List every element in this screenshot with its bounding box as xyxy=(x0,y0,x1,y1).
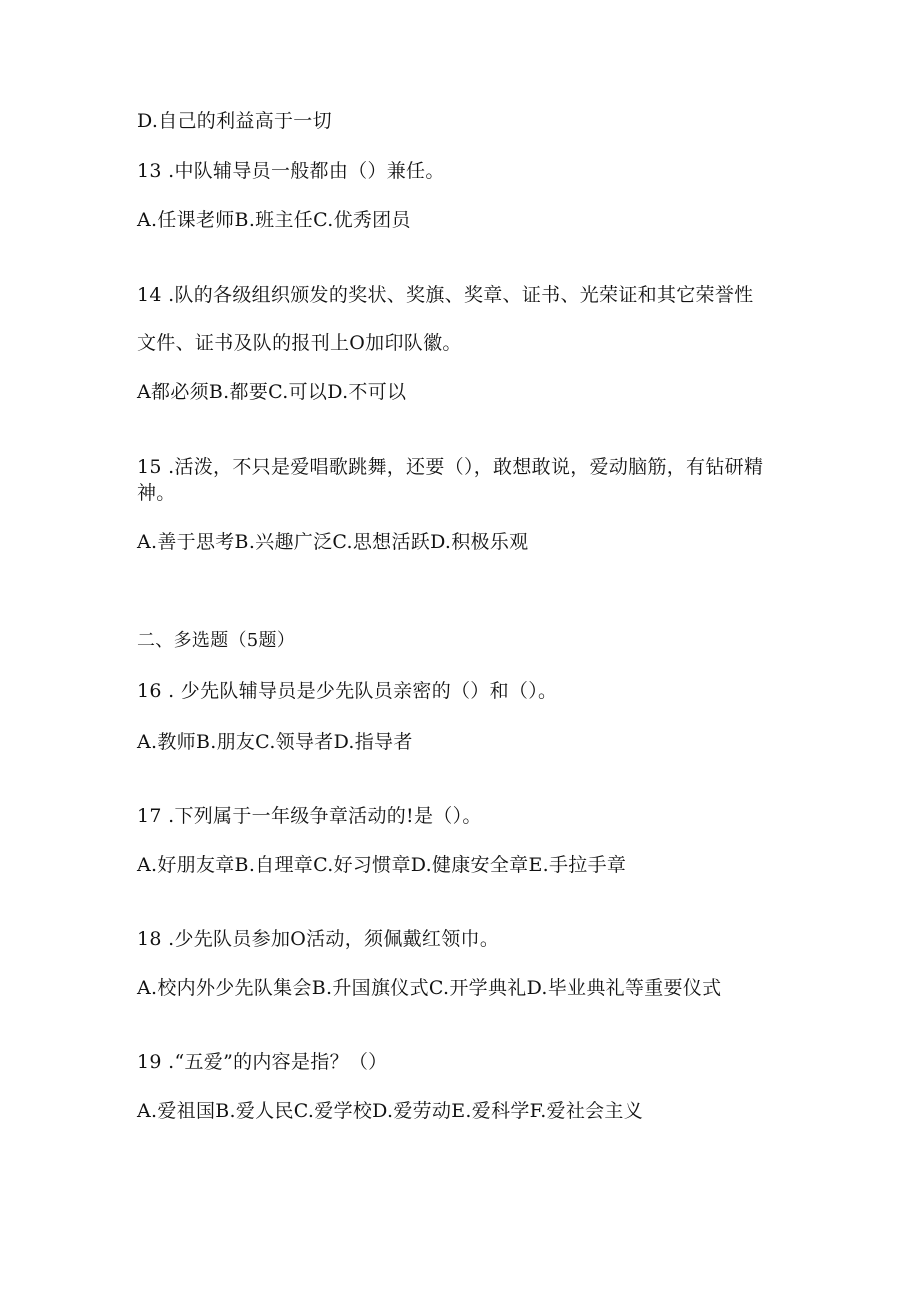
q15-options: A.善于思考B.兴趣广泛C.思想活跃D.积极乐观 xyxy=(137,531,529,553)
q18-options: A.校内外少先队集会B.升国旗仪式C.开学典礼D.毕业典礼等重要仪式 xyxy=(137,977,722,999)
q19-options: A.爱祖国B.爱人民C.爱学校D.爱劳动E.爱科学F.爱社会主义 xyxy=(137,1100,644,1122)
q15-stem: 15 .活泼，不只是爱唱歌跳舞，还要（），敢想敢说，爱动脑筋，有钻研精神。 xyxy=(137,456,764,504)
q16-options: A.教师B.朋友C.领导者D.指导者 xyxy=(137,731,413,753)
q18-stem: 18 .少先队员参加O活动，须佩戴红领巾。 xyxy=(137,928,500,950)
q16-stem: 16 . 少先队辅导员是少先队员亲密的（）和（）。 xyxy=(137,680,558,702)
q14-options: A都必须B.都要C.可以D.不可以 xyxy=(137,381,407,403)
q13-stem: 13 .中队辅导员一般都由（）兼任。 xyxy=(137,160,445,182)
q14-stem-line2: 文件、证书及队的报刊上O加印队徽。 xyxy=(137,332,462,354)
q13-options: A.任课老师B.班主任C.优秀团员 xyxy=(137,209,411,231)
q14-stem-line1: 14 .队的各级组织颁发的奖状、奖旗、奖章、证书、光荣证和其它荣誉性 xyxy=(137,284,754,306)
q17-options: A.好朋友章B.自理章C.好习惯章D.健康安全章E.手拉手章 xyxy=(137,854,627,876)
q17-stem: 17 .下列属于一年级争章活动的!是（）。 xyxy=(137,805,482,827)
q12-option-d: D.自己的利益高于一切 xyxy=(137,110,332,132)
section-title-multiple-choice: 二、多选题（5题） xyxy=(137,630,296,651)
q19-stem: 19 .“五爱”的内容是指？（） xyxy=(137,1051,388,1073)
